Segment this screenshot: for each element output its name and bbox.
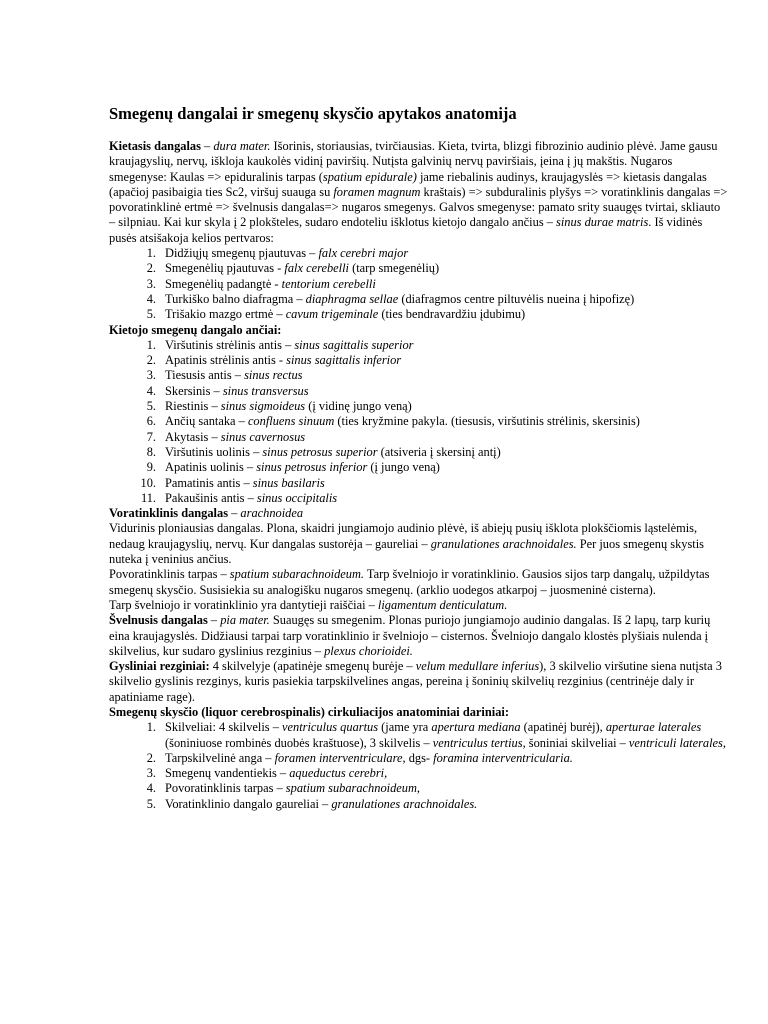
- item-latin: sinus sagittalis inferior: [286, 353, 402, 368]
- arachnoid-text-3: Povoratinklinis tarpas –: [109, 567, 230, 582]
- arachnoid-paragraph: [109, 521, 729, 567]
- item-text: [156, 797, 729, 812]
- csf-heading-paragraph: [109, 705, 729, 720]
- item-latin: sinus petrosus inferior: [256, 460, 368, 475]
- list-number: 6.: [146, 414, 156, 429]
- pia-mater-paragraph: [109, 613, 729, 659]
- csf-part-latin: foramina interventricularia.: [433, 750, 573, 765]
- list-item: [109, 399, 729, 414]
- item-text: Smegenėlių padangtė -: [165, 276, 282, 291]
- sinuses-heading: Kietojo smegenų dangalo ančiai:: [109, 322, 282, 337]
- item-latin: sinus sagittalis superior: [294, 337, 414, 352]
- document-body: [109, 104, 729, 812]
- dura-mater-paragraph: [109, 139, 729, 246]
- list-number: 2.: [146, 261, 156, 276]
- csf-heading: Smegenų skysčio (liquor cerebrospinalis) cirkuliacijos anatominiai dariniai:: [109, 704, 509, 719]
- item-text: Turkiško balno diafragma –: [165, 291, 306, 306]
- csf-part-latin: ventriculi laterales,: [628, 735, 726, 750]
- list-number: 3.: [146, 766, 156, 781]
- item-text: Smegenėlių pjautuvas -: [165, 261, 285, 276]
- list-number: 3.: [146, 368, 156, 383]
- arachnoid-text-5: Tarp švelniojo ir voratinklinio yra dantytieji raiščiai –: [109, 597, 378, 612]
- list-item: [109, 720, 729, 751]
- dura-latin-3: foramen magnum: [333, 184, 421, 199]
- item-text: Viršutinis strėlinis antis –: [165, 337, 295, 352]
- csf-part: (apatinėj burėj),: [520, 720, 606, 735]
- list-item: [109, 368, 729, 383]
- csf-part: Povoratinklinis tarpas –: [165, 781, 286, 796]
- csf-part-latin: ventriculus quartus: [282, 720, 379, 735]
- list-item: [109, 261, 729, 276]
- arachnoid-dash: –: [228, 506, 241, 521]
- pia-heading: Švelnusis dangalas: [109, 613, 208, 628]
- arachnoid-heading: Voratinklinis dangalas: [109, 506, 229, 521]
- choroid-latin: velum medullare inferius: [415, 659, 540, 674]
- item-text: Riestinis –: [165, 399, 221, 414]
- list-item: [109, 246, 729, 261]
- list-item: [109, 460, 729, 475]
- csf-part: Tarpskilvelinė anga –: [165, 750, 275, 765]
- page-title: Smegenų dangalai ir smegenų skysčio apytakos anatomija: [109, 104, 517, 123]
- item-note: (ties bendravardžiu įdubimu): [378, 307, 526, 322]
- arachnoid-text-2: Per juos smegenų skystis nuteka į veninius ančius.: [109, 536, 705, 567]
- arachnoid-latin-4: ligamentum denticulatum.: [377, 597, 508, 612]
- item-text: Akytasis –: [165, 429, 221, 444]
- list-number: 4.: [146, 291, 156, 306]
- list-item: [109, 384, 729, 399]
- item-text: [156, 751, 729, 766]
- item-latin: falx cerebelli: [284, 261, 349, 276]
- item-text: Apatinis strėlinis antis -: [165, 353, 287, 368]
- list-number: 1.: [146, 720, 156, 735]
- dura-text-3: kraštais) => subduralinis plyšys => voratinklinis dangalas => povoratinklinė ertmė => švelnusis dangalas=> nugaros smegenys. Galvos smegenyse: pamato srity suaugęs tvirtai, skliauto – silpniau. Kai kur skyla į 2 plokšteles, sudaro endoteliu išklotus kietojo dangalo ančius –: [109, 184, 728, 230]
- item-latin: cavum trigeminale: [285, 307, 379, 322]
- list-item: [109, 797, 729, 812]
- dura-latin: dura mater.: [213, 139, 271, 153]
- item-latin: confluens sinuum: [247, 414, 335, 429]
- csf-part-latin: ventriculus tertius,: [432, 735, 526, 750]
- list-item: [109, 430, 729, 445]
- list-number: 2.: [146, 750, 156, 765]
- csf-part-latin: aperturae laterales: [605, 720, 702, 735]
- list-number: 5.: [146, 796, 156, 811]
- list-number: 2.: [146, 353, 156, 368]
- item-text: [156, 766, 729, 781]
- item-latin: falx cerebri major: [318, 246, 409, 261]
- csf-part: (jame yra: [378, 720, 432, 735]
- item-latin: diaphragma sellae: [305, 291, 399, 306]
- list-item: [109, 781, 729, 796]
- sinuses-heading-paragraph: [109, 323, 729, 338]
- csf-part: Skilveliai: 4 skilvelis –: [165, 720, 283, 735]
- item-text: Didžiųjų smegenų pjautuvas –: [165, 246, 319, 261]
- csf-part-latin: granulationes arachnoidales.: [331, 796, 478, 811]
- dura-latin-2: spatium epidurale): [322, 169, 417, 184]
- item-note: (diafragmos centre piltuvėlis nueina į hipofizę): [398, 291, 635, 306]
- arachnoid-latin-2: granulationes arachnoidales.: [430, 536, 577, 551]
- item-text: Pakaušinis antis –: [165, 490, 257, 505]
- item-text: [156, 781, 729, 796]
- list-number: 10.: [140, 475, 156, 490]
- item-latin: sinus sigmoideus: [220, 399, 306, 414]
- list-number: 11.: [140, 490, 156, 505]
- item-note: (atsiveria į skersinį antį): [377, 444, 501, 459]
- csf-part: (šoniniuose rombinės duobės kraštuose), 3 skilvelis –: [165, 735, 433, 750]
- csf-part: šoniniai skilveliai –: [525, 735, 629, 750]
- partitions-list: [109, 246, 729, 322]
- list-item: [109, 491, 729, 506]
- item-latin: sinus cavernosus: [220, 429, 306, 444]
- item-latin: tentorium cerebelli: [281, 276, 376, 291]
- pia-text-1: Suaugęs su smegenim. Plonas puriojo jungiamojo audinio dangalas. Iš 2 lapų, tarp kurių eina kraujagyslės. Didžiausi tarpai tarp voratinklinio ir švelniojo – cisternos. Švelniojo dangalo klostės plyšiais nulenda į skilvelius, kur sudaro gyslinius rezginius –: [109, 613, 711, 658]
- dura-text-4: . Iš vidinės pusės atsišakoja kelios pertvaros:: [109, 215, 703, 245]
- item-note: (į jungo veną): [367, 460, 440, 475]
- arachnoid-text-4: Tarp švelniojo ir voratinklinio. Gausios sijos tarp dangalų, užpildytas smegenų skysčio. Susisiekia su analogišku nugaros smegenų. (arklio uodegos atkarpoj – juosmeninė cisterna).: [109, 567, 710, 597]
- dura-dash: –: [200, 139, 214, 153]
- list-item: [109, 292, 729, 307]
- list-number: 4.: [146, 781, 156, 796]
- dura-latin-4: sinus durae matris: [556, 215, 649, 230]
- item-note: (į vidinę jungo veną): [305, 399, 412, 414]
- item-text: Tiesusis antis –: [165, 368, 245, 383]
- arachnoid-latin: arachnoidea: [240, 506, 304, 521]
- item-text: Apatinis uolinis –: [165, 460, 257, 475]
- pia-dash: –: [207, 613, 221, 628]
- item-note: (tarp smegenėlių): [348, 261, 440, 276]
- csf-part: Voratinklinio dangalo gaureliai –: [165, 796, 332, 811]
- list-number: 1.: [146, 337, 156, 352]
- choroid-text-1: 4 skilvelyje (apatinėje smegenų burėje –: [209, 659, 416, 674]
- list-item: [109, 414, 729, 429]
- list-number: 3.: [146, 276, 156, 291]
- pia-latin-2: plexus chorioidei.: [324, 643, 413, 658]
- list-item: [109, 445, 729, 460]
- csf-part-latin: apertura mediana: [431, 720, 521, 735]
- list-item: [109, 277, 729, 292]
- item-latin: sinus rectus: [244, 368, 303, 383]
- item-text: Ančių santaka –: [165, 414, 248, 429]
- pia-latin: pia mater.: [220, 613, 270, 628]
- arachnoid-latin-3: spatium subarachnoideum.: [229, 567, 365, 582]
- item-text: [156, 720, 729, 751]
- list-number: 5.: [146, 307, 156, 322]
- list-item: [109, 307, 729, 322]
- list-item: [109, 353, 729, 368]
- arachnoid-heading-paragraph: [109, 506, 729, 521]
- list-number: 8.: [146, 444, 156, 459]
- choroid-heading: Gysliniai rezginiai:: [109, 659, 210, 674]
- csf-part-latin: aqueductus cerebri,: [289, 766, 388, 781]
- csf-part: Smegenų vandentiekis –: [165, 766, 290, 781]
- choroid-text-2: ), 3 skilvelio viršutine siena nutįsta 3 skilvelio gyslinis rezginys, kuris pasiekia tarpskilvelines angas, pereina į šoninių skilvelių rezginius (centrinėje daly ir apatiniame rage).: [109, 659, 722, 704]
- csf-part-latin: spatium subarachnoideum,: [285, 781, 421, 796]
- dura-text-2: jame riebalinis audinys, kraujagyslės => kietasis dangalas (apačioj pasibaigia ties Sc2, viršuj suauga su: [109, 169, 707, 199]
- item-text: Pamatinis antis –: [165, 475, 253, 490]
- choroid-paragraph: [109, 659, 729, 705]
- csf-part-latin: foramen interventriculare,: [274, 750, 406, 765]
- list-number: 7.: [146, 429, 156, 444]
- list-number: 4.: [146, 383, 156, 398]
- item-latin: sinus petrosus superior: [262, 444, 378, 459]
- sinuses-list: [109, 338, 729, 506]
- item-text: Skersinis –: [165, 383, 223, 398]
- arachnoid-text-1: Vidurinis ploniausias dangalas. Plona, skaidri jungiamojo audinio plėvė, iš abiejų pusių išklota plokščiomis ląstelėmis, nedaug kraujagyslių, nervų. Kur dangalas sustorėja – gaureliai –: [109, 521, 698, 551]
- item-text: Viršutinis uolinis –: [165, 444, 263, 459]
- list-item: [109, 751, 729, 766]
- item-latin: sinus basilaris: [252, 475, 325, 490]
- csf-part: dgs-: [405, 750, 434, 765]
- list-number: 5.: [146, 399, 156, 414]
- item-latin: sinus occipitalis: [256, 490, 338, 505]
- denticulate-paragraph: [109, 598, 729, 613]
- list-item: [109, 338, 729, 353]
- csf-list: [109, 720, 729, 812]
- list-number: 9.: [146, 460, 156, 475]
- dura-text-1: Išorinis, storiausias, tvirčiausias. Kieta, tvirta, blizgi fibrozinio audinio plėvė. Jame gausu kraujagyslių, nervų, iškloja kaukolės vidinį paviršių. Nutįsta galvinių nervų paviršiais, įeina į jų makštis. Nugaros smegenyse: Kaulas => epiduralinis tarpas (: [109, 139, 718, 184]
- dura-heading: Kietasis dangalas: [109, 139, 201, 153]
- list-item: [109, 476, 729, 491]
- item-text: Trišakio mazgo ertmė –: [165, 307, 286, 322]
- item-note: (ties kryžmine pakyla. (tiesusis, viršutinis strėlinis, skersinis): [334, 414, 640, 429]
- subarachnoid-paragraph: [109, 567, 729, 598]
- list-number: 1.: [146, 246, 156, 261]
- list-item: [109, 766, 729, 781]
- item-latin: sinus transversus: [222, 383, 309, 398]
